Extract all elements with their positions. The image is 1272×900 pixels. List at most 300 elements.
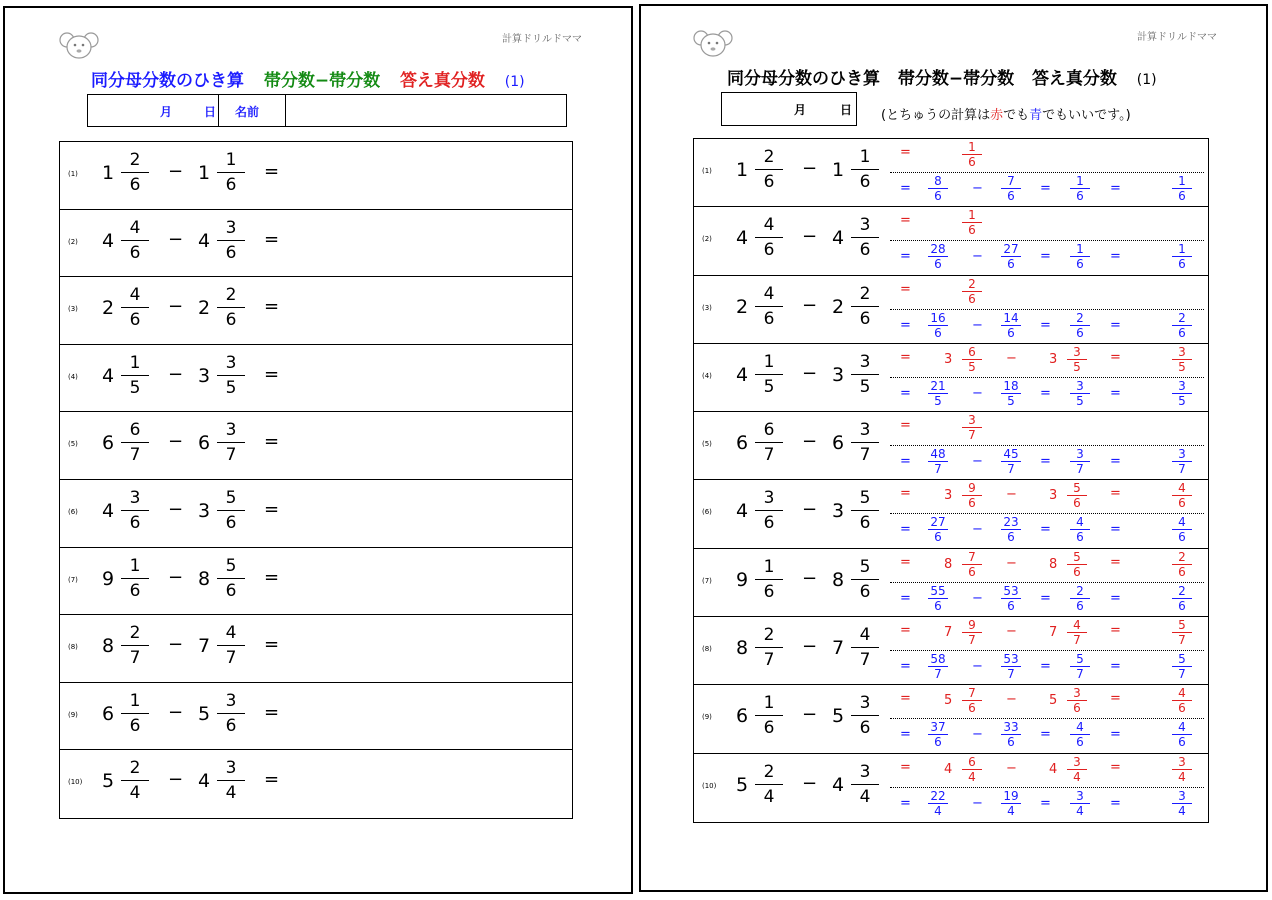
- step-denominator: 5: [1178, 359, 1186, 374]
- step-divider: [890, 718, 1204, 719]
- step-whole: 3: [944, 351, 953, 367]
- step-numerator: 9: [968, 481, 976, 496]
- step-fraction: [1068, 584, 1092, 613]
- problem-row: [60, 683, 572, 751]
- whole-number: 8: [198, 567, 211, 590]
- whole-number: 1: [736, 159, 749, 181]
- step-fraction: [926, 311, 950, 340]
- problem-number: (1): [702, 167, 712, 175]
- fraction: [850, 145, 880, 194]
- numerator: 3: [859, 420, 871, 441]
- denominator: 6: [859, 308, 871, 329]
- step-fraction: [960, 140, 984, 169]
- numerator: 3: [129, 487, 141, 508]
- whole-number: 7: [198, 635, 211, 658]
- step-fraction: [1065, 550, 1089, 579]
- step-numerator: 7: [1007, 174, 1015, 188]
- step-denominator: 4: [1178, 769, 1186, 784]
- step-numerator: 2: [1178, 549, 1186, 564]
- answer-row: [694, 276, 1208, 344]
- problem-number: (3): [68, 305, 78, 314]
- numerator: 2: [225, 285, 237, 306]
- step-numerator: 1: [1178, 174, 1186, 188]
- step-denominator: 7: [968, 428, 976, 443]
- problem-number: (3): [702, 303, 712, 312]
- month-label: 月: [160, 105, 173, 119]
- title-part-3: 答え真分数: [1031, 69, 1117, 89]
- numerator: 2: [859, 283, 871, 304]
- step-fraction: [1170, 789, 1194, 818]
- whole-number: 4: [832, 773, 845, 796]
- numerator: 2: [129, 623, 141, 644]
- step-denominator: 7: [1178, 462, 1186, 477]
- whole-number: 6: [736, 432, 749, 455]
- fraction: [120, 418, 150, 467]
- step-minus: −: [972, 522, 983, 538]
- step-fraction: [1170, 720, 1194, 749]
- denominator: 6: [859, 240, 871, 261]
- step-numerator: 2: [1076, 583, 1084, 598]
- step-divider: [890, 513, 1204, 514]
- step-equals: =: [1110, 554, 1121, 570]
- step-fraction: [1065, 345, 1089, 374]
- denominator: 6: [225, 242, 237, 263]
- step-fraction: [926, 242, 950, 271]
- step-fraction: [926, 652, 950, 681]
- fraction: [850, 350, 880, 399]
- step-equals: =: [1040, 522, 1051, 538]
- step-whole: 3: [944, 488, 953, 504]
- step-equals: =: [1040, 727, 1051, 743]
- denominator: 5: [859, 376, 871, 397]
- step-denominator: 6: [1076, 735, 1084, 750]
- problem-row: [60, 345, 572, 413]
- whole-number: 3: [198, 499, 211, 522]
- whole-number: 6: [736, 705, 749, 728]
- minus-sign: −: [168, 296, 184, 318]
- step-denominator: 4: [1007, 803, 1015, 818]
- step-equals: =: [900, 213, 911, 229]
- step-fraction: [1170, 652, 1194, 681]
- step-equals: =: [900, 454, 911, 470]
- step-whole: 4: [1049, 761, 1058, 777]
- step-fraction: [1170, 481, 1194, 510]
- step-divider: [890, 582, 1204, 583]
- answer-row: [694, 617, 1208, 685]
- numerator: 1: [763, 556, 775, 577]
- step-minus: −: [972, 317, 983, 333]
- problem-number: (1): [68, 170, 78, 178]
- answer-row: [694, 139, 1208, 207]
- denominator: 7: [225, 648, 237, 669]
- step-equals: =: [1110, 590, 1121, 606]
- fraction: [754, 555, 784, 604]
- whole-number: 5: [198, 702, 211, 725]
- fraction: [754, 623, 784, 672]
- numerator: 3: [859, 761, 871, 782]
- step-numerator: 22: [930, 788, 946, 803]
- step-fraction: [1065, 686, 1089, 715]
- fraction: [754, 145, 784, 194]
- numerator: 3: [225, 420, 237, 441]
- step-denominator: 7: [1073, 633, 1081, 648]
- step-whole: 8: [1049, 556, 1058, 572]
- step-equals: =: [900, 554, 911, 570]
- denominator: 6: [129, 512, 141, 533]
- step-denominator: 7: [934, 462, 942, 477]
- numerator: 1: [859, 147, 871, 167]
- step-fraction: [960, 618, 984, 647]
- fraction: [216, 283, 246, 332]
- denominator: 6: [225, 175, 237, 195]
- step-numerator: 4: [1076, 720, 1084, 735]
- denominator: 6: [859, 718, 871, 739]
- title-part-1: 同分母分数のひき算: [727, 69, 880, 89]
- denominator: 6: [225, 715, 237, 736]
- whole-number: 1: [198, 162, 211, 184]
- minus-sign: −: [802, 158, 818, 179]
- whole-number: 2: [736, 295, 749, 318]
- step-minus: −: [1006, 350, 1017, 366]
- step-numerator: 48: [930, 447, 946, 462]
- minus-sign: −: [168, 363, 184, 385]
- denominator: 5: [763, 376, 775, 397]
- step-fraction: [960, 277, 984, 306]
- step-minus: −: [972, 181, 983, 196]
- step-numerator: 3: [1076, 447, 1084, 462]
- whole-number: 4: [102, 229, 115, 252]
- whole-number: 9: [102, 567, 115, 590]
- step-fraction: [1170, 686, 1194, 715]
- step-numerator: 3: [1178, 754, 1186, 769]
- step-numerator: 5: [1073, 549, 1081, 564]
- step-denominator: 4: [968, 769, 976, 784]
- step-numerator: 14: [1003, 310, 1019, 325]
- fraction: [120, 554, 150, 603]
- fraction: [850, 623, 880, 672]
- step-fraction: [926, 515, 950, 544]
- step-numerator: 4: [1178, 686, 1186, 701]
- numerator: 4: [859, 625, 871, 646]
- numerator: 3: [225, 352, 237, 373]
- step-denominator: 5: [1076, 393, 1084, 408]
- step-denominator: 6: [968, 291, 976, 306]
- equals-sign: =: [264, 161, 280, 182]
- step-fraction: [1068, 447, 1092, 476]
- step-equals: =: [900, 281, 911, 297]
- step-equals: =: [1040, 659, 1051, 675]
- step-fraction: [1170, 515, 1194, 544]
- step-denominator: 6: [968, 564, 976, 579]
- denominator: 6: [225, 310, 237, 331]
- step-fraction: [1170, 550, 1194, 579]
- step-denominator: 4: [1073, 769, 1081, 784]
- step-numerator: 58: [930, 652, 946, 667]
- denominator: 7: [763, 650, 775, 671]
- answer-row: [694, 754, 1208, 822]
- step-minus: −: [972, 385, 983, 401]
- step-equals: =: [900, 590, 911, 606]
- fraction: [120, 351, 150, 400]
- title-part-1: 同分母分数のひき算: [91, 71, 244, 91]
- problem-row: [60, 750, 572, 818]
- answer-row: [694, 412, 1208, 480]
- step-denominator: 7: [1178, 667, 1186, 682]
- step-fraction: [960, 755, 984, 784]
- fraction: [120, 756, 150, 805]
- step-numerator: 3: [1073, 686, 1081, 701]
- denominator: 7: [129, 445, 141, 466]
- step-equals: =: [1110, 249, 1121, 265]
- step-numerator: 3: [1076, 378, 1084, 393]
- step-equals: =: [1110, 385, 1121, 401]
- step-fraction: [960, 208, 984, 237]
- step-minus: −: [1006, 555, 1017, 571]
- step-denominator: 6: [934, 530, 942, 545]
- step-denominator: 5: [1073, 359, 1081, 374]
- minus-sign: −: [802, 772, 818, 794]
- denominator: 6: [129, 715, 141, 736]
- step-fraction: [1068, 311, 1092, 340]
- step-denominator: 6: [1178, 598, 1186, 613]
- step-equals: =: [1040, 385, 1051, 401]
- step-fraction: [999, 174, 1023, 203]
- date-box: [721, 92, 857, 126]
- step-divider: [890, 787, 1204, 788]
- step-fraction: [960, 413, 984, 442]
- step-equals: =: [900, 623, 911, 639]
- step-fraction: [1065, 618, 1089, 647]
- numerator: 3: [859, 693, 871, 714]
- denominator: 6: [859, 581, 871, 602]
- step-denominator: 6: [1007, 735, 1015, 750]
- fraction: [216, 351, 246, 400]
- step-denominator: 7: [1076, 462, 1084, 477]
- step-numerator: 3: [968, 413, 976, 428]
- fraction: [216, 216, 246, 265]
- step-denominator: 6: [1178, 701, 1186, 716]
- step-equals: =: [1040, 454, 1051, 470]
- step-equals: =: [1110, 623, 1121, 639]
- step-equals: =: [1110, 691, 1121, 707]
- step-numerator: 7: [968, 686, 976, 701]
- minus-sign: −: [168, 701, 184, 723]
- fraction: [850, 213, 880, 262]
- answer-sheet: [639, 4, 1268, 892]
- step-equals: =: [900, 418, 911, 434]
- step-denominator: 5: [1007, 393, 1015, 408]
- numerator: 6: [129, 420, 141, 441]
- fraction: [120, 486, 150, 535]
- step-denominator: 7: [1007, 462, 1015, 477]
- equals-sign: =: [264, 498, 280, 520]
- whole-number: 9: [736, 568, 749, 591]
- step-equals: =: [900, 317, 911, 333]
- numerator: 3: [225, 217, 237, 238]
- step-numerator: 4: [1076, 515, 1084, 530]
- step-whole: 3: [1049, 488, 1058, 504]
- step-equals: =: [900, 145, 911, 160]
- step-denominator: 4: [1178, 803, 1186, 818]
- title-part-3: 答え真分数: [399, 71, 485, 91]
- minus-sign: −: [168, 431, 184, 453]
- problem-grid: [59, 141, 573, 819]
- whole-number: 1: [102, 162, 115, 184]
- step-whole: 5: [944, 693, 953, 709]
- fraction: [850, 486, 880, 535]
- step-numerator: 3: [1073, 344, 1081, 359]
- step-denominator: 6: [968, 155, 976, 169]
- step-fraction: [1065, 755, 1089, 784]
- problem-number: (7): [702, 576, 712, 585]
- step-numerator: 1: [1178, 242, 1186, 257]
- problem-number: (10): [702, 781, 717, 790]
- page-title: [91, 66, 525, 91]
- step-divider: [890, 240, 1204, 241]
- problem-number: (2): [702, 235, 712, 244]
- fraction: [754, 691, 784, 740]
- step-denominator: 6: [1007, 189, 1015, 203]
- sheet-number: (1): [1136, 72, 1157, 88]
- problem-number: (2): [68, 237, 78, 246]
- step-fraction: [1170, 311, 1194, 340]
- equals-sign: =: [264, 431, 280, 453]
- mouse-logo-icon: [693, 28, 733, 58]
- day-label: 日: [840, 103, 853, 117]
- step-fraction: [999, 242, 1023, 271]
- step-denominator: 6: [968, 223, 976, 238]
- brand-label: 計算ドリルドママ: [1137, 32, 1217, 43]
- step-numerator: 16: [930, 310, 946, 325]
- whole-number: 6: [102, 702, 115, 725]
- step-numerator: 19: [1003, 788, 1019, 803]
- whole-number: 2: [832, 295, 845, 318]
- equals-sign: =: [264, 634, 280, 656]
- minus-sign: −: [802, 567, 818, 589]
- denominator: 7: [225, 445, 237, 466]
- denominator: 6: [129, 310, 141, 331]
- step-minus: −: [1006, 487, 1017, 503]
- step-fraction: [1068, 652, 1092, 681]
- denominator: 6: [225, 512, 237, 533]
- denominator: 6: [129, 175, 141, 195]
- step-equals: =: [1110, 349, 1121, 365]
- denominator: 7: [763, 445, 775, 466]
- step-numerator: 3: [1076, 788, 1084, 803]
- step-divider: [890, 445, 1204, 446]
- numerator: 2: [129, 150, 141, 170]
- fraction: [120, 689, 150, 738]
- numerator: 2: [763, 147, 775, 167]
- step-equals: =: [900, 385, 911, 401]
- step-numerator: 7: [968, 549, 976, 564]
- numerator: 5: [859, 488, 871, 509]
- problem-row: [60, 412, 572, 480]
- step-whole: 3: [1049, 351, 1058, 367]
- step-denominator: 6: [968, 701, 976, 716]
- whole-number: 4: [198, 770, 211, 793]
- whole-number: 6: [102, 432, 115, 455]
- step-denominator: 5: [1178, 393, 1186, 408]
- step-denominator: 5: [934, 393, 942, 408]
- problem-row: [60, 210, 572, 278]
- step-fraction: [926, 379, 950, 408]
- step-fraction: [999, 652, 1023, 681]
- step-numerator: 1: [1076, 242, 1084, 257]
- minus-sign: −: [802, 636, 818, 658]
- page-title: [727, 64, 1157, 89]
- step-numerator: 2: [1178, 583, 1186, 598]
- sheet-number: (1): [504, 74, 525, 90]
- step-equals: =: [1110, 522, 1121, 538]
- step-fraction: [1170, 345, 1194, 374]
- equals-sign: =: [264, 363, 280, 385]
- step-minus: −: [1006, 760, 1017, 776]
- step-fraction: [1068, 379, 1092, 408]
- step-whole: 7: [1049, 625, 1058, 641]
- step-equals: =: [900, 249, 911, 265]
- step-fraction: [999, 447, 1023, 476]
- problem-number: (9): [702, 713, 712, 722]
- minus-sign: −: [802, 294, 818, 316]
- fraction: [754, 350, 784, 399]
- numerator: 3: [859, 351, 871, 372]
- numerator: 1: [225, 150, 237, 170]
- step-equals: =: [900, 759, 911, 775]
- whole-number: 4: [736, 500, 749, 523]
- step-fraction: [1170, 379, 1194, 408]
- step-fraction: [1170, 174, 1194, 203]
- numerator: 1: [763, 351, 775, 372]
- step-numerator: 28: [930, 242, 946, 257]
- step-fraction: [926, 174, 950, 203]
- step-numerator: 5: [1073, 481, 1081, 496]
- step-denominator: 6: [934, 189, 942, 203]
- whole-number: 4: [102, 499, 115, 522]
- step-minus: −: [1006, 692, 1017, 708]
- denominator: 4: [129, 783, 141, 804]
- step-divider: [890, 650, 1204, 651]
- step-equals: =: [900, 727, 911, 743]
- minus-sign: −: [802, 499, 818, 521]
- step-denominator: 6: [1073, 701, 1081, 716]
- whole-number: 4: [736, 227, 749, 250]
- numerator: 5: [225, 487, 237, 508]
- whole-number: 2: [198, 297, 211, 320]
- step-denominator: 7: [934, 667, 942, 682]
- step-equals: =: [900, 522, 911, 538]
- problem-row: [60, 142, 572, 210]
- step-fraction: [926, 789, 950, 818]
- whole-number: 7: [832, 637, 845, 660]
- step-equals: =: [1110, 486, 1121, 502]
- denominator: 6: [763, 172, 775, 192]
- step-numerator: 55: [930, 583, 946, 598]
- step-denominator: 6: [1076, 189, 1084, 203]
- whole-number: 8: [832, 568, 845, 591]
- problem-number: (9): [68, 710, 78, 719]
- step-fraction: [1170, 447, 1194, 476]
- step-numerator: 3: [1178, 378, 1186, 393]
- fraction: [754, 418, 784, 467]
- numerator: 2: [763, 625, 775, 646]
- minus-sign: −: [168, 228, 184, 250]
- whole-number: 3: [832, 500, 845, 523]
- step-denominator: 6: [1007, 530, 1015, 545]
- whole-number: 3: [198, 364, 211, 387]
- minus-sign: −: [168, 769, 184, 791]
- name-field[interactable]: [286, 95, 566, 126]
